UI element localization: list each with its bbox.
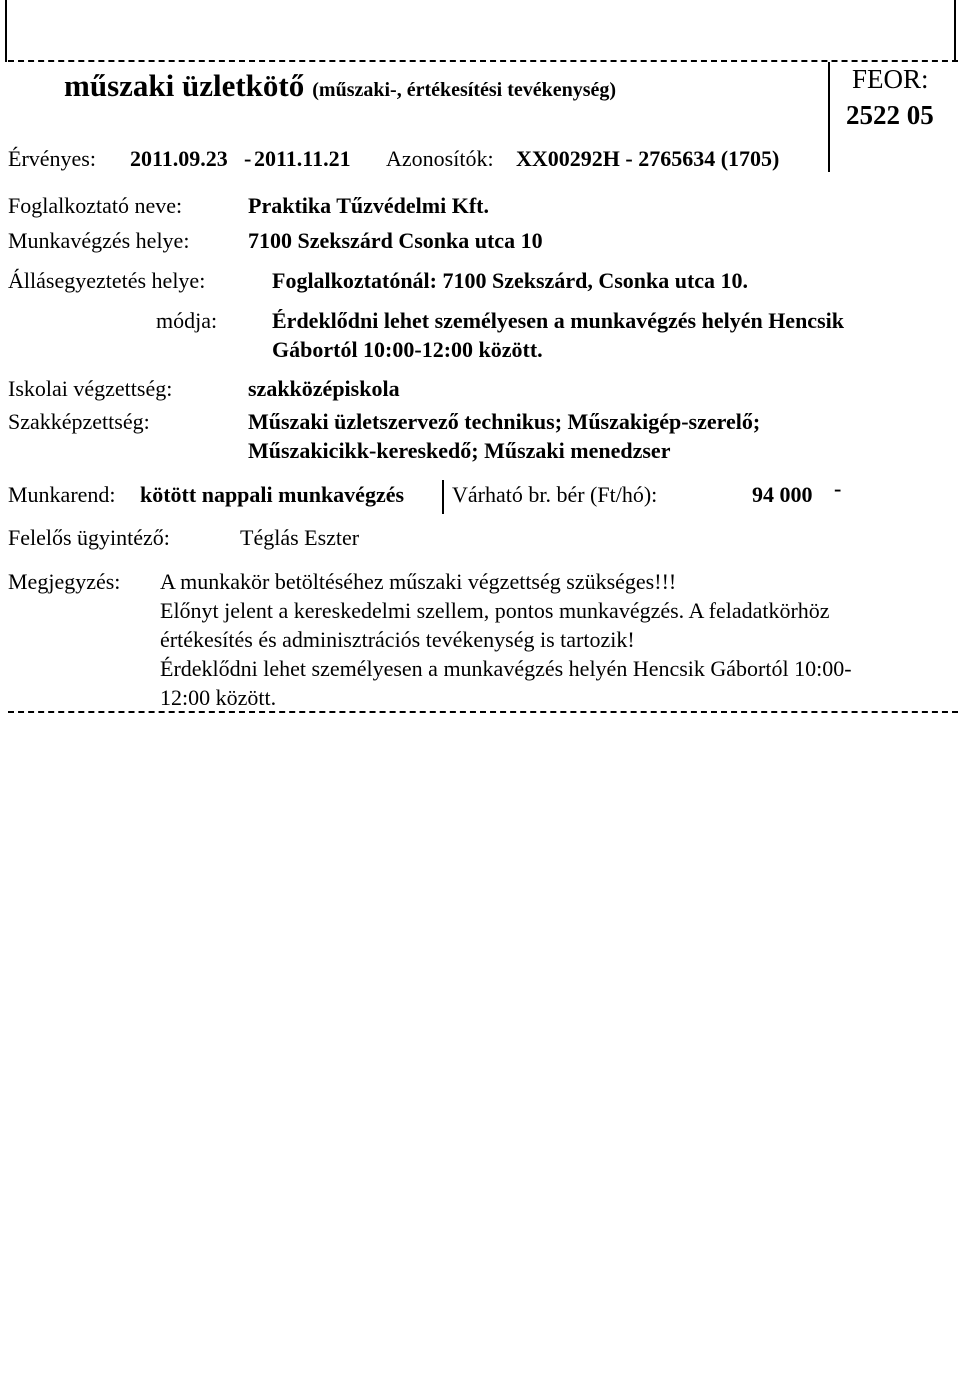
validity-from: 2011.09.23 bbox=[130, 146, 228, 171]
qualification-label: Szakképzettség: bbox=[8, 409, 150, 434]
top-dashed-divider bbox=[8, 60, 958, 62]
ids-label: Azonosítók: bbox=[386, 146, 494, 171]
contact-value: Téglás Eszter bbox=[240, 525, 360, 550]
contact-label: Felelős ügyintéző: bbox=[8, 525, 170, 550]
ids-value: XX00292H - 2765634 (1705) bbox=[516, 146, 780, 171]
salary-label: Várható br. bér (Ft/hó): bbox=[452, 482, 658, 507]
note-line2: Előnyt jelent a kereskedelmi szellem, pontos munkavégzés. A feladatkörhöz bbox=[160, 598, 830, 623]
employer-name-value: Praktika Tűzvédelmi Kft. bbox=[248, 193, 489, 218]
page-left-border bbox=[5, 0, 7, 62]
interview-method-line2: Gábortól 10:00-12:00 között. bbox=[272, 337, 543, 362]
salary-value: 94 000 bbox=[752, 482, 813, 507]
interview-place-value: Foglalkoztatónál: 7100 Szekszárd, Csonka utca 10. bbox=[272, 268, 749, 293]
work-place-value: 7100 Szekszárd Csonka utca 10 bbox=[248, 228, 543, 253]
school-label: Iskolai végzettség: bbox=[8, 376, 173, 401]
school-value: szakközépiskola bbox=[248, 376, 400, 401]
note-line3: értékesítés és adminisztrációs tevékenység is tartozik! bbox=[160, 627, 635, 652]
schedule-salary-separator bbox=[442, 480, 444, 514]
validity-label: Érvényes: bbox=[8, 146, 96, 171]
interview-place-label: Állásegyeztetés helye: bbox=[8, 268, 206, 293]
employer-name-label: Foglalkoztató neve: bbox=[8, 193, 183, 218]
note-label: Megjegyzés: bbox=[8, 569, 121, 594]
job-title: műszaki üzletkötő bbox=[64, 68, 305, 103]
qualification-line1: Műszaki üzletszervező technikus; Műszakigép-szerelő; bbox=[248, 409, 761, 434]
bottom-dashed-divider bbox=[8, 711, 958, 713]
schedule-label: Munkarend: bbox=[8, 482, 116, 507]
interview-method-line1: Érdeklődni lehet személyesen a munkavégzés helyén Hencsik bbox=[272, 308, 844, 333]
note-line1: A munkakör betöltéséhez műszaki végzettség szükséges!!! bbox=[160, 569, 677, 594]
qualification-line2: Műszakicikk-kereskedő; Műszaki menedzser bbox=[248, 438, 671, 463]
salary-dash: - bbox=[834, 476, 842, 501]
feor-code: 2522 05 bbox=[846, 100, 934, 130]
feor-separator bbox=[828, 62, 830, 172]
feor-label: FEOR: bbox=[852, 64, 929, 94]
validity-separator: - bbox=[244, 146, 252, 171]
note-line5: 12:00 között. bbox=[160, 685, 277, 710]
work-place-label: Munkavégzés helye: bbox=[8, 228, 190, 253]
interview-method-label: módja: bbox=[156, 308, 218, 333]
job-subtitle: (műszaki-, értékesítési tevékenység) bbox=[312, 79, 617, 101]
schedule-value: kötött nappali munkavégzés bbox=[140, 482, 405, 507]
job-title-row bbox=[64, 68, 616, 104]
note-line4: Érdeklődni lehet személyesen a munkavégzés helyén Hencsik Gábortól 10:00- bbox=[160, 656, 852, 681]
page-right-border bbox=[954, 0, 956, 62]
validity-to: 2011.11.21 bbox=[254, 146, 351, 171]
